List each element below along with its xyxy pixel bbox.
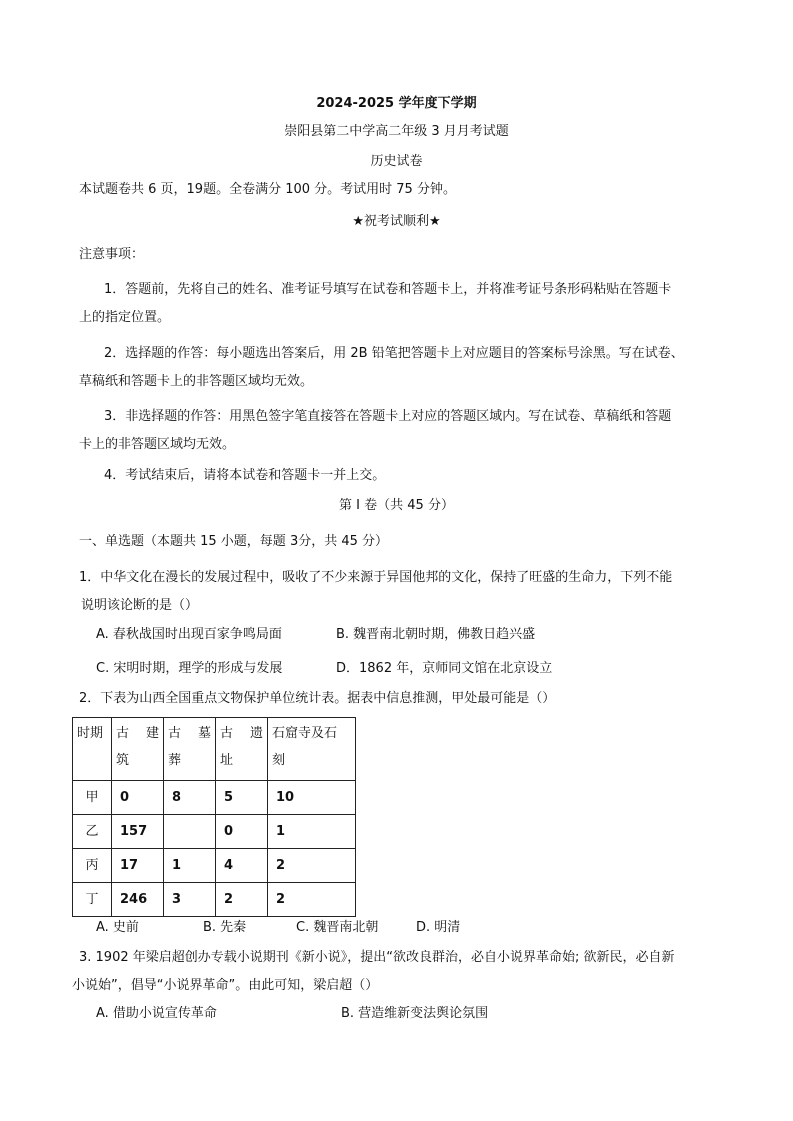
table-cell: 8 <box>164 781 216 815</box>
question-1-option-d: D．1862 年，京师同文馆在北京设立 <box>336 661 553 676</box>
question-3-option-b: B. 营造维新变法舆论氛围 <box>341 1006 489 1021</box>
question-1-option-c: C. 宋明时期，理学的形成与发展 <box>96 661 283 676</box>
note-1-line-2: 上的指定位置。 <box>79 310 171 325</box>
table-header-cell: 古 遗 址 <box>216 718 268 781</box>
note-4-line-1: 4．考试结束后，请将本试卷和答题卡一并上交。 <box>104 468 386 483</box>
exam-year: 2024-2025 学年度下学期 <box>316 96 477 111</box>
exam-school-title: 崇阳县第二中学高二年级 3 月月考试题 <box>284 124 509 139</box>
exam-wish: ★祝考试顺利★ <box>352 214 441 229</box>
table-row <box>73 815 356 849</box>
table-cell: 丙 <box>73 849 112 883</box>
note-3-line-2: 卡上的非答题区域均无效。 <box>79 437 236 452</box>
table-cell: 1 <box>268 815 356 849</box>
table-cell: 2 <box>268 849 356 883</box>
table-cell: 0 <box>112 781 164 815</box>
table-header-cell: 古 建 筑 <box>112 718 164 781</box>
table-cell: 5 <box>216 781 268 815</box>
table-cell: 2 <box>216 883 268 917</box>
notes-title: 注意事项： <box>79 247 145 262</box>
table-cell: 17 <box>112 849 164 883</box>
exam-subject: 历史试卷 <box>370 154 423 169</box>
question-1-line-2: 说明该论断的是（） <box>81 598 199 613</box>
question-3-option-a: A. 借助小说宣传革命 <box>96 1006 217 1021</box>
question-2-stem: 2．下表为山西全国重点文物保护单位统计表。据表中信息推测，甲处最可能是（） <box>79 691 556 706</box>
note-3-line-1: 3．非选择题的作答：用黑色签字笔直接答在答题卡上对应的答题区域内。写在试卷、草稿纸和答题 <box>104 409 672 424</box>
table-row <box>73 849 356 883</box>
note-2-line-2: 草稿纸和答题卡上的非答题区域均无效。 <box>79 374 314 389</box>
question-2-option-c: C. 魏晋南北朝 <box>296 920 379 935</box>
question-3-line-1: 3. 1902 年梁启超创办专载小说期刊《新小说》，提出“欲改良群治，必自小说界革命始; 欲新民，必自新 <box>79 950 675 965</box>
table-cell: 丁 <box>73 883 112 917</box>
question-2-option-b: B. 先秦 <box>203 920 247 935</box>
relics-statistics-table <box>72 717 356 917</box>
table-cell: 乙 <box>73 815 112 849</box>
table-header-cell: 时期 <box>73 718 112 781</box>
table-header-row <box>73 718 356 781</box>
note-2-line-1: 2．选择题的作答：每小题选出答案后，用 2B 铅笔把答题卡上对应题目的答案标号涂黑。写在试卷、 <box>104 346 684 361</box>
table-cell: 0 <box>216 815 268 849</box>
table-cell <box>164 815 216 849</box>
section-title: 一、单选题（本题共 15 小题，每题 3分，共 45 分） <box>79 534 389 549</box>
part1-title: 第 I 卷（共 45 分） <box>339 498 454 513</box>
table-header-cell: 古 墓 葬 <box>164 718 216 781</box>
table-row <box>73 781 356 815</box>
table-row <box>73 883 356 917</box>
table-cell: 2 <box>268 883 356 917</box>
question-1-option-b: B. 魏晋南北朝时期，佛教日趋兴盛 <box>336 627 536 642</box>
table-cell: 157 <box>112 815 164 849</box>
table-cell: 甲 <box>73 781 112 815</box>
table-cell: 3 <box>164 883 216 917</box>
table-header-cell: 石窟寺及石 刻 <box>268 718 356 781</box>
question-2-option-a: A. 史前 <box>96 920 139 935</box>
question-3-line-2: 小说始”，倡导“小说界革命”。由此可知，梁启超（） <box>72 978 379 993</box>
exam-intro: 本试题卷共 6 页，19题。全卷满分 100 分。考试用时 75 分钟。 <box>79 182 456 197</box>
question-1-option-a: A. 春秋战国时出现百家争鸣局面 <box>96 627 282 642</box>
table-cell: 1 <box>164 849 216 883</box>
question-1-line-1: 1．中华文化在漫长的发展过程中，吸收了不少来源于异国他邦的文化，保持了旺盛的生命力，下列不能 <box>79 570 673 585</box>
question-2-option-d: D. 明清 <box>416 920 461 935</box>
table-cell: 246 <box>112 883 164 917</box>
table-cell: 10 <box>268 781 356 815</box>
table-cell: 4 <box>216 849 268 883</box>
note-1-line-1: 1．答题前，先将自己的姓名、准考证号填写在试卷和答题卡上，并将准考证号条形码粘贴在答题卡 <box>104 282 672 297</box>
